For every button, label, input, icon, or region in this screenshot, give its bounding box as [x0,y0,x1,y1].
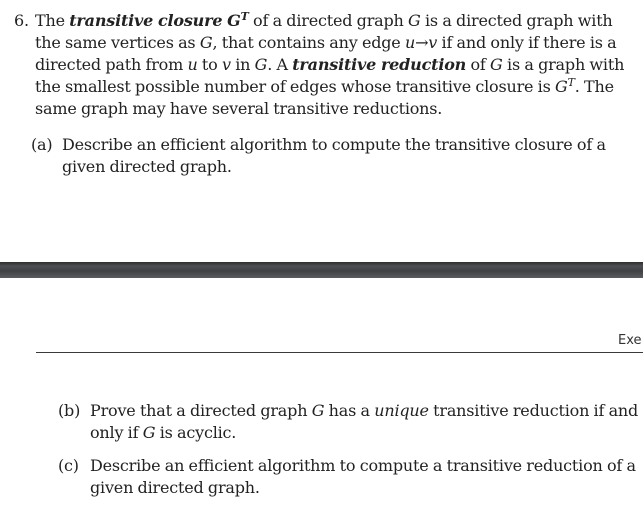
text-run: u [187,55,198,74]
text-run: same graph may have several transitive reductions. [35,99,443,118]
text-run: The [35,11,70,30]
text-run: G [490,55,503,74]
text-run: Describe an efficient algorithm to compute the transitive closure of a [62,135,606,154]
problem-number: 6. [14,11,29,30]
text-run: , that contains any edge [212,33,405,52]
part-a-label: (a) [31,135,53,154]
problem-text [35,10,624,120]
running-head: Exe [618,333,642,348]
text-run: u [404,33,416,52]
text-run: → [415,33,429,52]
text-run: transitive closure G [69,11,241,30]
text-run: is acyclic. [155,423,237,442]
text-run: is a graph with [502,55,625,74]
text-run: Prove that a directed graph [90,401,312,420]
page-break-divider [0,262,643,278]
text-run: is a directed graph with [420,11,613,30]
text-run: . The [574,77,614,96]
text-run: unique [374,401,429,420]
text-run: of a directed graph [248,11,409,30]
text-line [90,477,636,499]
text-run: G [199,33,213,52]
text-run: given directed graph. [62,157,232,176]
text-run: G [408,11,421,30]
text-line [35,10,624,32]
text-line [90,400,638,422]
text-run: T [240,10,249,23]
text-run: transitive reduction if and [428,401,639,420]
text-run: transitive reduction [292,55,467,74]
text-run: to [197,55,222,74]
part-c-text [90,455,636,499]
part-b-label: (b) [58,401,81,420]
text-line [35,98,624,120]
text-line [35,54,624,76]
text-run: in [230,55,255,74]
text-run: . A [267,55,293,74]
text-line [35,76,624,98]
text-run: G [555,77,568,96]
text-run: given directed graph. [90,478,260,497]
text-run: v [221,55,231,74]
text-run: directed path from [35,55,188,74]
text-run: v [428,33,438,52]
text-run: G [142,423,156,442]
text-run: G [254,55,268,74]
part-b-text [90,400,638,444]
text-run: the same vertices as [35,33,200,52]
header-rule [36,352,643,353]
text-run: if and only if there is a [437,33,617,52]
text-line [90,455,636,477]
text-line [90,422,638,444]
text-line [62,134,606,156]
part-c-label: (c) [58,456,79,475]
text-run: the smallest possible number of edges whose transitive closure is [35,77,555,96]
text-run: Describe an efficient algorithm to compute a transitive reduction of a [90,456,636,475]
text-line [35,32,624,54]
text-run: has a [324,401,375,420]
text-line [62,156,606,178]
text-run: of [466,55,491,74]
text-run: only if [90,423,143,442]
text-run: G [311,401,325,420]
text-run: T [567,76,575,89]
part-a-text [62,134,606,178]
